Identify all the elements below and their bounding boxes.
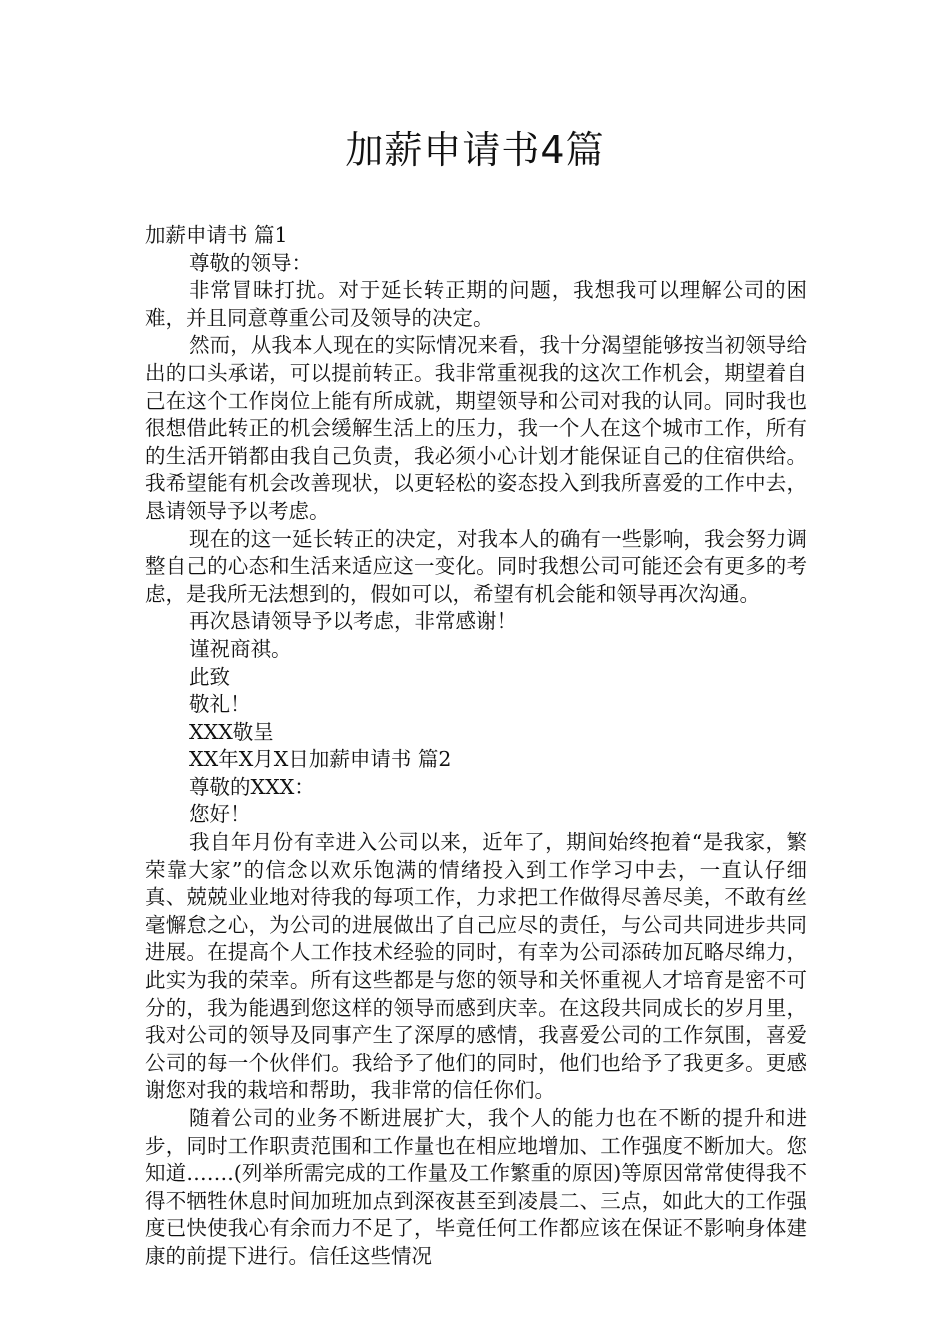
document-body (145, 222, 807, 1271)
document-paragraph: 现在的这一延长转正的决定，对我本人的确有一些影响，我会努力调整自己的心态和生活来适应这一变化。同时我想公司可能还会有更多的考虑，是我所无法想到的，假如可以，希望有机会能和领导再次沟通。 (145, 526, 807, 606)
document-paragraph: 然而，从我本人现在的实际情况来看，我十分渴望能够按当初领导给出的口头承诺，可以提前转正。我非常重视我的这次工作机会，期望着自己在这个工作岗位上能有所成就，期望领导和公司对我的认同。同时我也很想借此转正的机会缓解生活上的压力，我一个人在这个城市工作，所有的生活开销都由我自己负责，我必须小心计划才能保证自己的住宿供给。我希望能有机会改善现状，以更轻松的姿态投入到我所喜爱的工作中去，恳请领导予以考虑。 (145, 333, 807, 523)
document-paragraph: 尊敬的XXX： (189, 774, 315, 799)
document-paragraph: 谨祝商祺。 (189, 636, 292, 661)
document-paragraph: 我自年月份有幸进入公司以来，近年了，期间始终抱着“是我家，繁荣靠大家”的信念以欢乐饱满的情绪投入到工作学习中去，一直认仔细真、兢兢业业地对待我的每项工作，力求把工作做得尽善尽美，不敢有丝毫懈怠之心，为公司的进展做出了自己应尽的责任，与公司共同进步共同进展。在提高个人工作技术经验的同时，有幸为公司添砖加瓦略尽绵力，此实为我的荣幸。所有这些都是与您的领导和关怀重视人才培育是密不可分的，我为能遇到您这样的领导而感到庆幸。在这段共同成长的岁月里，我对公司的领导及同事产生了深厚的感情，我喜爱公司的工作氛围，喜爱公司的每一个伙伴们。我给予了他们的同时，他们也给予了我更多。更感谢您对我的栽培和帮助，我非常的信任你们。 (145, 830, 807, 1103)
document-paragraph: 再次恳请领导予以考虑，非常感谢！ (189, 609, 517, 634)
document-paragraph: 敬礼！ (189, 692, 251, 717)
document-paragraph: XXX敬呈 (189, 719, 274, 744)
document-paragraph: 非常冒昧打扰。对于延长转正期的问题，我想我可以理解公司的困难，并且同意尊重公司及领导的决定。 (145, 278, 807, 330)
document-paragraph: 您好！ (189, 802, 251, 827)
document-paragraph: XX年X月X日加薪申请书 篇2 (189, 747, 452, 772)
document-title: 加薪申请书4篇 (345, 128, 605, 172)
document-paragraph: 尊敬的领导： (189, 250, 312, 275)
document-paragraph: 此致 (189, 664, 230, 689)
section-heading: 加薪申请书 篇1 (145, 223, 288, 247)
document-paragraph: 随着公司的业务不断进展扩大，我个人的能力也在不断的提升和进步，同时工作职责范围和工作量也在相应地增加、工作强度不断加大。您知道…….(列举所需完成的工作量及工作繁重的原因)等原因常常使得我不得不牺牲休息时间加班加点到深夜甚至到凌晨二、三点，如此大的工作强度已快使我心有余而力不足了，毕竟任何工作都应该在保证不影响身体建康的前提下进行。信任这些情况 (145, 1106, 807, 1268)
